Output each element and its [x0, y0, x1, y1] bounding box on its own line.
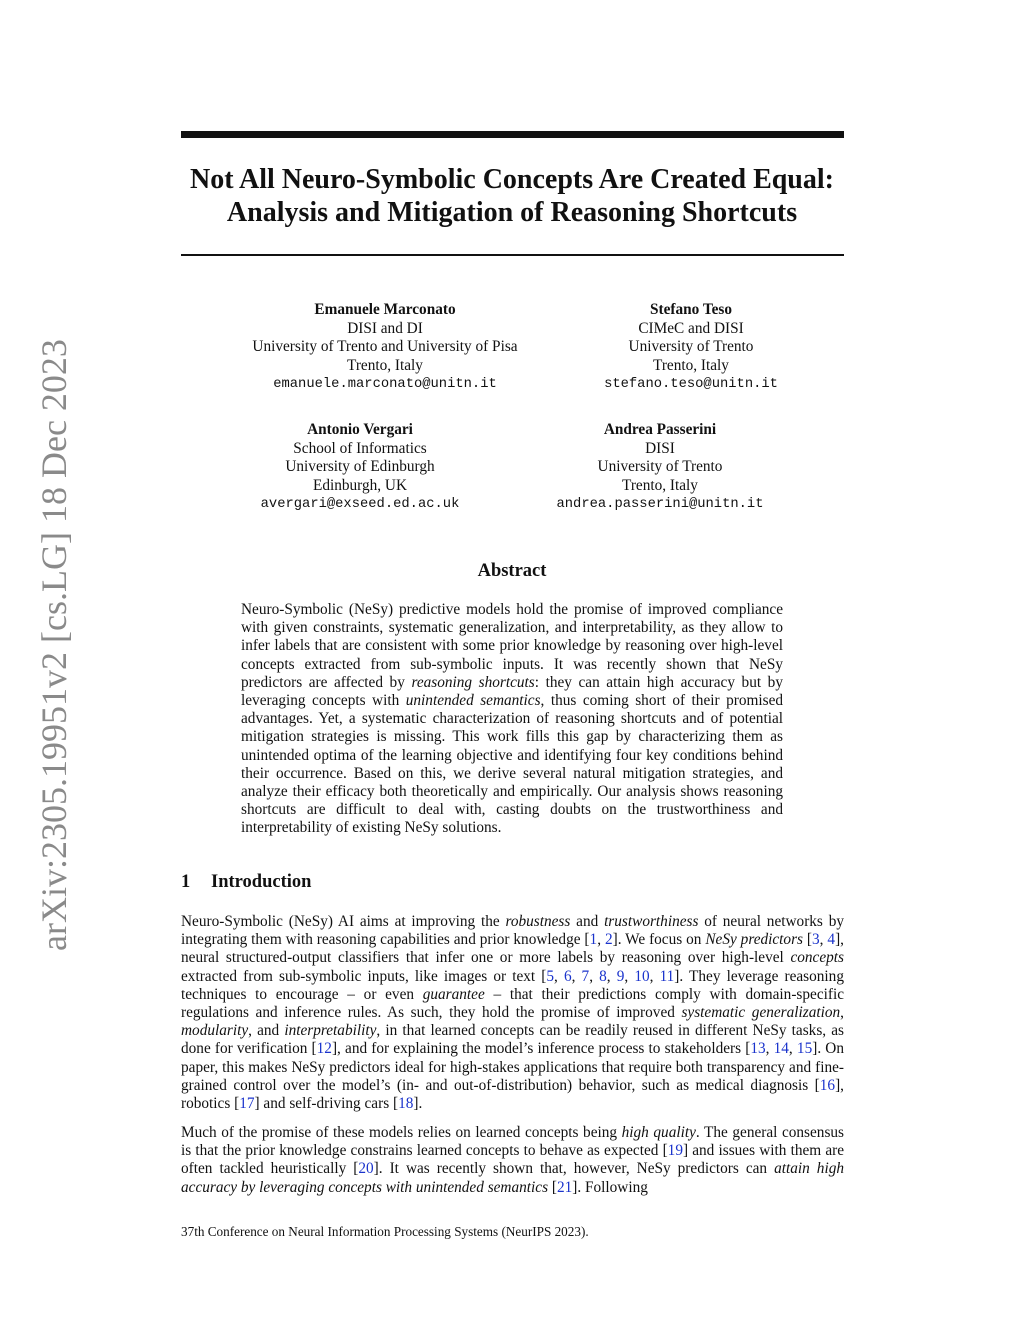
- text-run: Neuro-Symbolic (NeSy) predictive models hold the promise of improved compliance with given constraints, systematic generalization, and interpretability, as they allow to infer labels that are consistent with some prior knowledge by reasoning over high-level concepts extracted from sub-symbolic inputs. It was recently shown that NeSy predictors are affected by: [241, 601, 783, 691]
- text-run: , in that learned concepts can be readily reused in different NeSy tasks, as done for verification [: [181, 1022, 844, 1058]
- text-run: ,: [765, 1040, 774, 1058]
- author-email: stefano.teso@unitn.it: [604, 377, 778, 392]
- text-run: ,: [571, 967, 582, 985]
- text-run: , and: [248, 1022, 285, 1040]
- citation-link[interactable]: 7: [581, 967, 590, 985]
- text-run: ]. On paper, this makes NeSy predictors ideal for high-stakes applications that require both transparency and fine-grained control over the model’s (in- and out-of-distribution) behavior, such as medical diagnosis [: [181, 1040, 844, 1094]
- emphasis: unintended semantics: [405, 692, 541, 710]
- author-email: andrea.passerini@unitn.it: [556, 497, 764, 512]
- intro-paragraph-1: [181, 913, 844, 1113]
- citation-link[interactable]: 17: [239, 1095, 255, 1113]
- citation-link[interactable]: 21: [556, 1178, 573, 1196]
- text-run: ]. They leverage reasoning techniques to encourage – or even: [181, 967, 844, 1003]
- text-run: ,: [819, 931, 828, 949]
- author-affiliation: DISI and DI: [347, 319, 423, 337]
- citation-link[interactable]: 3: [812, 931, 820, 949]
- text-run: [: [548, 1178, 557, 1196]
- author-affiliation: University of Trento: [628, 338, 754, 355]
- author-affiliation: CIMeC and DISI: [638, 319, 744, 337]
- author-affiliation: University of Trento: [597, 458, 723, 475]
- author-email: avergari@exseed.ed.ac.uk: [260, 497, 460, 512]
- text-run: extracted from sub-symbolic inputs, like images or text [: [181, 967, 547, 985]
- section-number: 1: [181, 872, 191, 892]
- text-run: Neuro-Symbolic (NeSy) AI aims at improving the: [181, 913, 506, 930]
- intro-paragraph-2: [181, 1124, 844, 1197]
- text-run: Much of the promise of these models relies on learned concepts being: [181, 1124, 622, 1141]
- text-run: ].: [413, 1095, 423, 1113]
- citation-link[interactable]: 6: [563, 967, 572, 985]
- section-heading: [181, 872, 311, 893]
- text-run: ,: [554, 967, 564, 985]
- author-email: emanuele.marconato@unitn.it: [273, 377, 497, 392]
- text-run: ,: [606, 967, 617, 985]
- citation-link[interactable]: 8: [599, 967, 607, 985]
- title-rule-bottom: [181, 254, 844, 256]
- text-run: ,: [649, 967, 660, 985]
- citation-link[interactable]: 19: [667, 1142, 683, 1160]
- text-run: ,: [840, 1004, 844, 1022]
- text-run: ]. We focus on: [612, 931, 706, 949]
- citation-link[interactable]: 11: [659, 967, 675, 985]
- author-affiliation: Trento, Italy: [653, 356, 729, 374]
- emphasis: modularity: [181, 1022, 249, 1040]
- author-name: Stefano Teso: [649, 301, 733, 318]
- text-run: ,: [589, 967, 600, 985]
- emphasis: concepts: [790, 949, 844, 967]
- text-run: of neural networks by integrating them with reasoning capabilities and prior knowledge [: [181, 913, 844, 949]
- abstract-text: [241, 601, 783, 838]
- citation-link[interactable]: 18: [398, 1095, 414, 1113]
- emphasis: high quality: [621, 1124, 696, 1141]
- author-name: Emanuele Marconato: [314, 301, 456, 318]
- text-run: ,: [788, 1040, 797, 1058]
- text-run: ]. It was recently shown that, however, NeSy predictors can: [373, 1160, 775, 1178]
- title-line-2: Analysis and Mitigation of Reasoning Shortcuts: [226, 197, 798, 228]
- citation-link[interactable]: 15: [796, 1040, 813, 1058]
- text-run: ] and issues with them are often tackled heuristically [: [181, 1142, 844, 1178]
- emphasis: robustness: [505, 913, 571, 930]
- paper-title: [140, 163, 884, 229]
- citation-link[interactable]: 12: [316, 1040, 332, 1058]
- author-affiliation: Trento, Italy: [622, 476, 698, 494]
- author-affiliation: University of Edinburgh: [285, 458, 435, 475]
- author-block: [530, 421, 790, 515]
- text-run: ], and for explaining the model’s inference process to stakeholders [: [331, 1040, 751, 1058]
- emphasis: guarantee: [422, 985, 485, 1003]
- text-run: ]. Following: [572, 1178, 648, 1196]
- text-run: ], robotics [: [181, 1076, 844, 1113]
- author-affiliation: Trento, Italy: [347, 356, 423, 374]
- author-block: [230, 421, 490, 515]
- text-run: ] and self-driving cars [: [254, 1095, 399, 1113]
- citation-link[interactable]: 16: [819, 1076, 836, 1094]
- emphasis: reasoning shortcuts: [411, 673, 535, 691]
- citation-link[interactable]: 10: [634, 967, 650, 985]
- conference-footnote: 37th Conference on Neural Information Processing Systems (NeurIPS 2023).: [181, 1224, 589, 1239]
- text-run: , thus coming short of their promised advantages. Yet, a systematic characterization of reasoning shortcuts and of potential mitigation strategies is missing. This work fills this gap by characterizing them as unintended optima of the learning objective and identifying four key conditions behind their occurrence. Based on this, we derive several natural mitigation strategies, and analyze their efficacy both theoretically and empirically. Our analysis shows reasoning shortcuts are difficult to deal with, casting doubts on the trustworthiness and interpretability of existing NeSy solutions.: [241, 692, 784, 837]
- abstract-heading: Abstract: [477, 561, 547, 581]
- citation-link[interactable]: 20: [358, 1160, 374, 1178]
- citation-link[interactable]: 9: [616, 967, 625, 985]
- author-affiliation: Edinburgh, UK: [312, 476, 408, 494]
- author-block: [580, 301, 802, 395]
- author-name: Antonio Vergari: [307, 421, 413, 438]
- arxiv-stamp: arXiv:2305.19951v2 [cs.LG] 18 Dec 2023: [34, 339, 74, 951]
- emphasis: NeSy predictors: [705, 931, 803, 949]
- author-affiliation: University of Trento and University of Pisa: [252, 338, 518, 355]
- citation-link[interactable]: 2: [604, 931, 613, 949]
- emphasis: systematic generalization: [681, 1004, 841, 1022]
- text-run: [: [803, 931, 813, 949]
- title-rule-top: [181, 131, 844, 138]
- citation-link[interactable]: 4: [827, 931, 836, 949]
- title-line-1: Not All Neuro-Symbolic Concepts Are Created Equal:: [190, 164, 834, 195]
- emphasis: interpretability: [284, 1022, 377, 1040]
- citation-link[interactable]: 13: [750, 1040, 766, 1058]
- text-run: – that their predictions comply with domain-specific regulations and inference rules. As such, they hold the promise of improved: [181, 985, 844, 1022]
- author-affiliation: School of Informatics: [293, 439, 427, 457]
- citation-link[interactable]: 14: [773, 1040, 789, 1058]
- section-title: Introduction: [211, 872, 312, 892]
- text-run: ,: [597, 931, 605, 949]
- text-run: . The general consensus is that the prior knowledge constrains learned concepts to behave as expected [: [181, 1124, 844, 1160]
- text-run: ], neural structured-output classifiers that infer one or more labels by reasoning over high-level: [181, 931, 844, 967]
- text-run: ,: [624, 967, 635, 985]
- author-block: [230, 301, 540, 395]
- author-name: Andrea Passerini: [603, 421, 717, 438]
- emphasis: trustworthiness: [604, 913, 699, 930]
- text-run: : they can attain high accuracy but by leveraging concepts with: [241, 673, 783, 710]
- citation-link[interactable]: 1: [589, 931, 598, 949]
- author-affiliation: DISI: [645, 439, 675, 457]
- text-run: and: [570, 913, 605, 930]
- emphasis: attain high accuracy by leveraging concepts with unintended semantics: [181, 1160, 844, 1196]
- citation-link[interactable]: 5: [546, 967, 555, 985]
